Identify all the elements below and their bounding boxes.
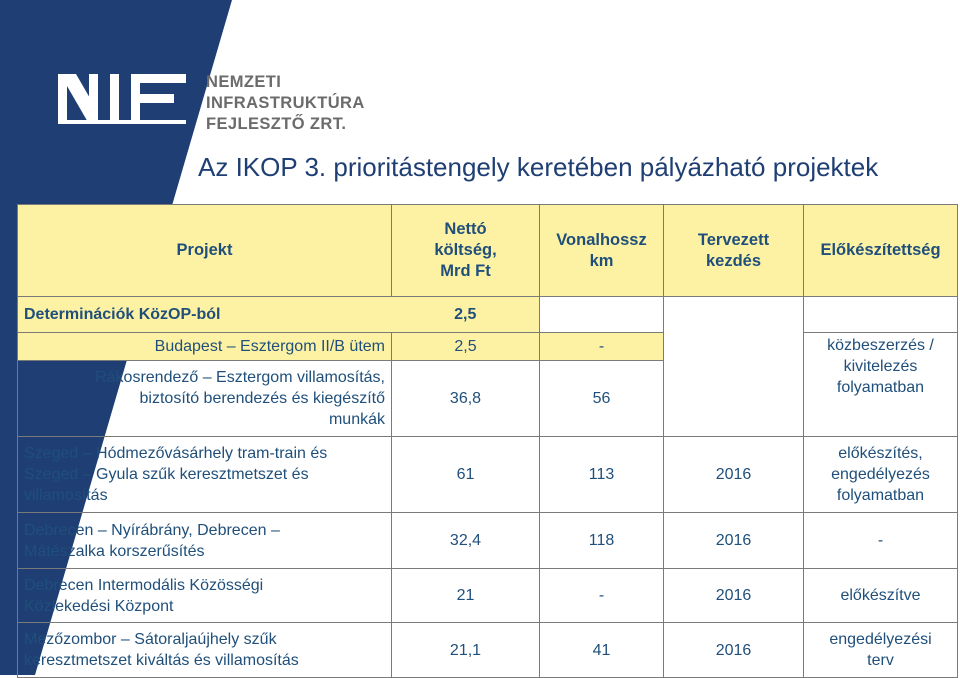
project-line: munkák <box>328 411 385 428</box>
row-length: 118 <box>540 513 664 569</box>
table-header-row <box>18 205 958 297</box>
company-line-2: INFRASTRUKTÚRA <box>206 94 365 112</box>
row-status <box>804 623 958 678</box>
status-line: engedélyezés <box>831 466 930 483</box>
header-vonal-line: Vonalhossz <box>556 230 647 249</box>
project-line: biztosító berendezés és kiegészítő <box>139 390 385 407</box>
header-kezdes-line: Tervezett <box>697 230 770 249</box>
company-line-1: NEMZETI <box>206 73 282 91</box>
projects-table <box>17 204 958 678</box>
status-line: folyamatban <box>836 487 925 504</box>
row-project <box>18 623 392 678</box>
slide-title: Az IKOP 3. prioritástengely keretében pályázható projektek <box>198 152 879 182</box>
header-vonal-line: km <box>589 251 614 270</box>
row-status: előkészítve <box>804 569 958 623</box>
row-start: 2016 <box>664 437 804 513</box>
project-line: keresztmetszet kiváltás és villamosítás <box>24 652 299 669</box>
row-cost: 36,8 <box>392 361 540 437</box>
project-line: Mezőzombor – Sátoraljaújhely szűk <box>24 631 277 648</box>
project-line: villamosítás <box>24 487 108 504</box>
company-line-3: FEJLESZTŐ ZRT. <box>206 115 347 133</box>
table-row <box>18 513 958 569</box>
row-cost: 32,4 <box>392 513 540 569</box>
nif-logo-icon <box>58 68 198 132</box>
row-start <box>664 333 804 361</box>
project-line: Rákosrendező – Esztergom villamosítás, <box>95 369 385 386</box>
header-kezdes <box>664 205 804 297</box>
row-length: - <box>540 569 664 623</box>
section-row <box>18 297 958 333</box>
status-line: folyamatban <box>836 379 925 396</box>
row-cost: 2,5 <box>392 333 540 361</box>
status-line: közbeszerzés / <box>827 337 934 354</box>
table-row <box>18 569 958 623</box>
row-length: 113 <box>540 437 664 513</box>
project-line: Szeged – Gyula szűk keresztmetszet és <box>24 466 309 483</box>
header-netto-line: Nettó <box>444 220 487 238</box>
header-netto-line: költség, <box>434 241 497 259</box>
row-start: 2016 <box>664 623 804 678</box>
header-projekt: Projekt <box>18 205 392 297</box>
row-cost: 61 <box>392 437 540 513</box>
header-vonalhossz <box>540 205 664 297</box>
row-cost: 21 <box>392 569 540 623</box>
header-elokeszitettseg: Előkészítettség <box>804 205 958 297</box>
row-start: 2016 <box>664 513 804 569</box>
row-status-shared <box>804 333 958 437</box>
section-empty <box>540 297 664 333</box>
status-line: terv <box>867 652 894 669</box>
header-netto <box>392 205 540 297</box>
row-project <box>18 513 392 569</box>
table-row <box>18 437 958 513</box>
row-project <box>18 361 392 437</box>
project-line: Debrecen – Nyírábrány, Debrecen – <box>24 521 280 539</box>
row-length: 41 <box>540 623 664 678</box>
header-netto-line: Mrd Ft <box>440 262 491 280</box>
row-project <box>18 569 392 623</box>
project-line: Debrecen Intermodális Közösségi <box>24 576 264 594</box>
row-length: - <box>540 333 664 361</box>
table-row <box>18 623 958 678</box>
row-project: Budapest – Esztergom II/B ütem <box>18 333 392 361</box>
project-line: Mátészalka korszerűsítés <box>24 542 205 560</box>
company-name <box>206 72 365 135</box>
row-start <box>664 361 804 437</box>
section-empty <box>664 297 804 333</box>
status-line: előkészítés, <box>838 445 923 462</box>
row-project <box>18 437 392 513</box>
table-row <box>18 333 958 361</box>
row-status <box>804 437 958 513</box>
section-empty <box>804 297 958 333</box>
status-line: kivitelezés <box>843 358 918 375</box>
row-length: 56 <box>540 361 664 437</box>
header-kezdes-line: kezdés <box>705 251 762 270</box>
project-line: Közlekedési Központ <box>24 597 174 615</box>
project-line: Szeged – Hódmezővásárhely tram-train és <box>24 445 328 462</box>
status-line: engedélyezési <box>829 631 932 648</box>
row-status: - <box>804 513 958 569</box>
row-cost: 21,1 <box>392 623 540 678</box>
section-label: Determinációk KözOP-ból <box>18 297 392 333</box>
section-cost: 2,5 <box>392 297 540 333</box>
row-start: 2016 <box>664 569 804 623</box>
